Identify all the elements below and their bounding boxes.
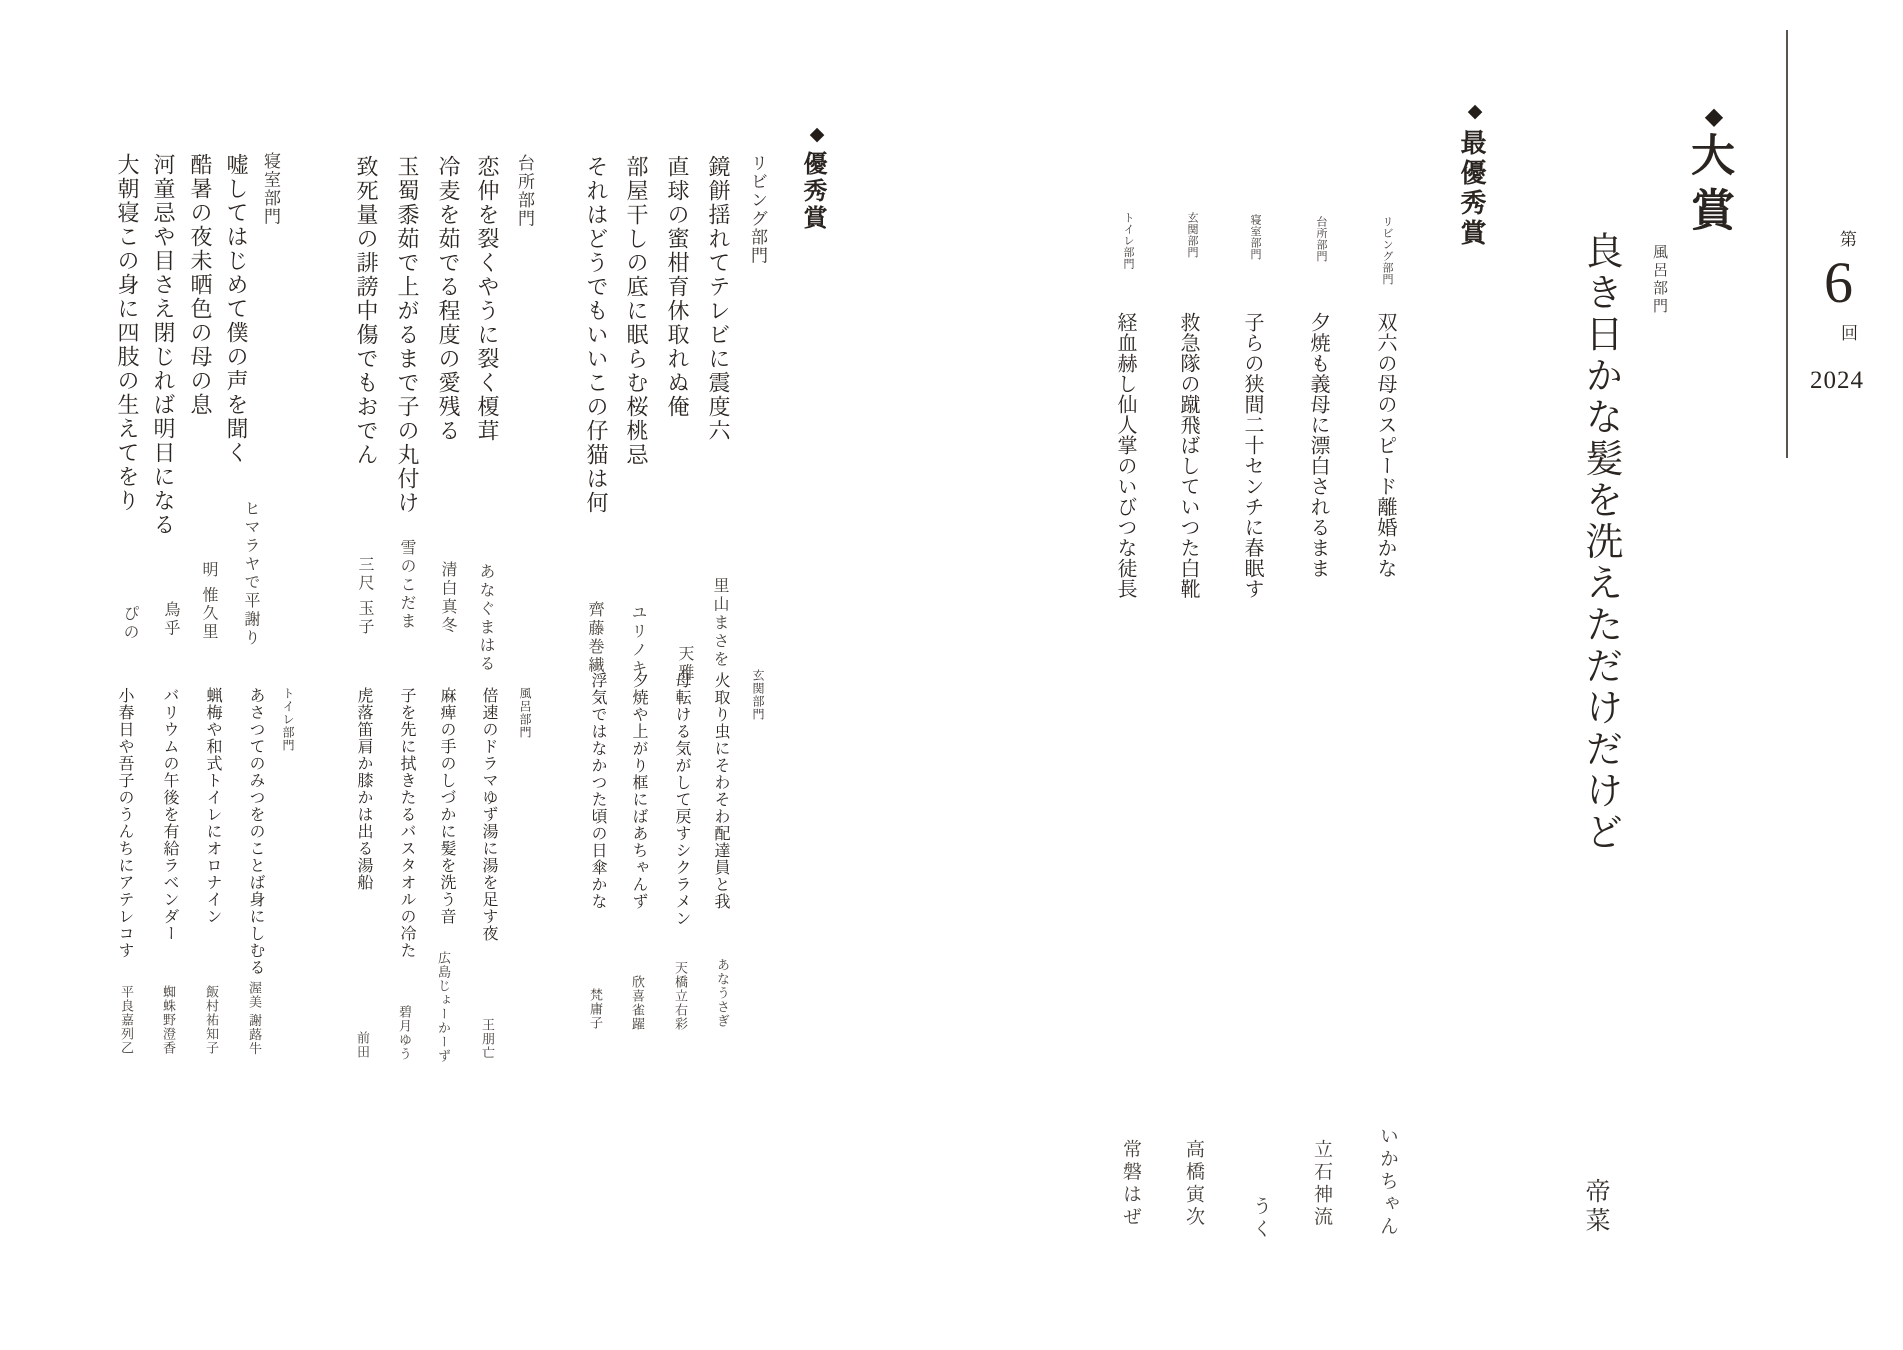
category-label: リビング部門	[748, 154, 767, 265]
author-name: うく	[1250, 1196, 1271, 1241]
category-label: 玄関部門	[751, 669, 765, 721]
author-name: 鳥乎	[162, 601, 179, 638]
poem-column: 大朝寝この身に四肢の生えてをり	[115, 153, 140, 513]
grand-prize-author: 帝菜	[1582, 1178, 1610, 1236]
poem-column: あさつてのみつをのことば身にしむる	[247, 687, 264, 976]
poem-column: 麻痺の手のしづかに髪を洗う音	[438, 687, 455, 925]
author-name: あなうさぎ	[715, 958, 730, 1028]
author-name: ユリノキ	[629, 604, 646, 678]
author-name: 常磐はぜ	[1120, 1139, 1141, 1229]
author-name: 立石神流	[1311, 1139, 1332, 1229]
category-label: リビング部門	[1381, 216, 1393, 285]
author-name: 天雅	[676, 645, 693, 682]
poem-column: 夕焼も義母に漂白されるまま	[1307, 312, 1329, 579]
author-name: 清白真冬	[439, 561, 456, 635]
author-name: 欣喜雀躍	[630, 975, 645, 1031]
poem-column: 小春日や吾子のうんちにアテレコす	[116, 687, 133, 959]
category-label: 台所部門	[1315, 216, 1327, 262]
poem-column: 鏡餅揺れてテレビに震度六	[706, 155, 731, 443]
poem-column: 夕焼や上がり框にばあちゃんず	[630, 672, 647, 910]
author-name: 三尺 玉子	[356, 556, 373, 637]
poem-column: 冷麦を茹でる程度の愛残る	[436, 155, 461, 443]
author-name: ヒマラヤで平謝り	[242, 500, 259, 648]
poem-column: 虎落笛肩か膝かは出る湯船	[355, 687, 372, 891]
best-award-title: 最優秀賞	[1457, 129, 1486, 249]
grand-prize-category-label: 風呂部門	[1651, 244, 1668, 316]
author-name: 渥美 謝蕗牛	[247, 981, 262, 1056]
category-label: トイレ部門	[281, 687, 295, 752]
poem-column: それはどうでもいいこの仔猫は何	[584, 155, 609, 515]
poem-column: 母転ける気がして戻すシクラメン	[673, 672, 690, 927]
author-name: 王朋亡	[480, 1018, 495, 1060]
poem-column: 致死量の誹謗中傷でもおでん	[354, 155, 379, 467]
author-name: 平良嘉列乙	[119, 985, 134, 1055]
author-name: 明 惟久里	[200, 561, 217, 642]
poem-column: 倍速のドラマゆず湯に湯を足す夜	[480, 687, 497, 942]
poem-column: 子を先に拭きたるバスタオルの冷た	[398, 687, 415, 959]
excellence-award-diamond-icon: ◆	[806, 123, 828, 145]
category-label: 寝室部門	[261, 152, 280, 226]
edition-number: 6	[1824, 250, 1853, 315]
excellence-award-title: 優秀賞	[799, 151, 825, 232]
author-name: 天橋立右彩	[673, 961, 688, 1031]
poem-column: 救急隊の蹴飛ばしていつた白靴	[1177, 312, 1199, 599]
poem-column: 経血赫し仙人掌のいびつな徒長	[1114, 312, 1136, 599]
poem-column: バリウムの午後を有給ラベンダー	[161, 687, 178, 942]
author-name: 前田	[355, 1031, 370, 1059]
author-name: ぴの	[121, 605, 138, 642]
edition-suffix: 回	[1838, 324, 1857, 343]
poem-column: 河童忌や目さえ閉じれば明日になる	[151, 153, 176, 537]
poem-column: 嘘してはじめて僕の声を聞く	[224, 153, 249, 465]
edition-year: 2024	[1810, 367, 1864, 394]
poem-column: 部屋干しの底に眠らむ桜桃忌	[624, 155, 649, 467]
author-name: いかちゃん	[1377, 1126, 1398, 1239]
divider-rule	[1786, 30, 1788, 458]
author-name: 飯村祐知子	[204, 985, 219, 1055]
grand-prize-diamond-icon: ◆	[1700, 102, 1728, 130]
author-name: 高橋寅次	[1183, 1139, 1204, 1229]
author-name: 碧月ゆう	[397, 1005, 412, 1061]
poem-column: 浮気ではなかつた頃の日傘かな	[589, 672, 606, 910]
poem-column: 恋仲を裂くやうに裂く榎茸	[475, 155, 500, 443]
category-label: 寝室部門	[1249, 214, 1261, 260]
author-name: 齊藤巻繊	[586, 601, 603, 675]
author-name: 雪のこだま	[398, 539, 415, 631]
category-label: 玄関部門	[1186, 212, 1198, 258]
poem-column: 直球の蜜柑育休取れぬ俺	[665, 155, 690, 419]
poem-column: 火取り虫にそわそわ配達員と我	[712, 672, 729, 910]
author-name: あなぐまはる	[477, 563, 494, 674]
author-name: 里山まさを	[711, 577, 728, 669]
grand-prize-title: 大賞	[1684, 132, 1733, 242]
category-label: 風呂部門	[518, 687, 532, 739]
edition-prefix: 第	[1837, 230, 1856, 249]
best-award-diamond-icon: ◆	[1464, 100, 1486, 122]
category-label: トイレ部門	[1122, 212, 1134, 270]
author-name: 蜘蛛野澄香	[161, 985, 176, 1055]
category-label: 台所部門	[515, 154, 534, 228]
poem-column: 玉蜀黍茹で上がるまで子の丸付け	[395, 155, 420, 515]
author-name: 広島じょーかーず	[436, 951, 451, 1063]
grand-prize-poem: 良き日かな髪を洗えただけだけど	[1579, 231, 1621, 854]
poem-column: 酷暑の夜未晒色の母の息	[188, 153, 213, 417]
author-name: 梵庸子	[588, 988, 603, 1030]
poem-column: 子らの狭間二十センチに春眠す	[1241, 312, 1263, 599]
poem-column: 双六の母のスピード離婚かな	[1374, 312, 1396, 579]
poem-column: 蝋梅や和式トイレにオロナイン	[204, 687, 221, 925]
